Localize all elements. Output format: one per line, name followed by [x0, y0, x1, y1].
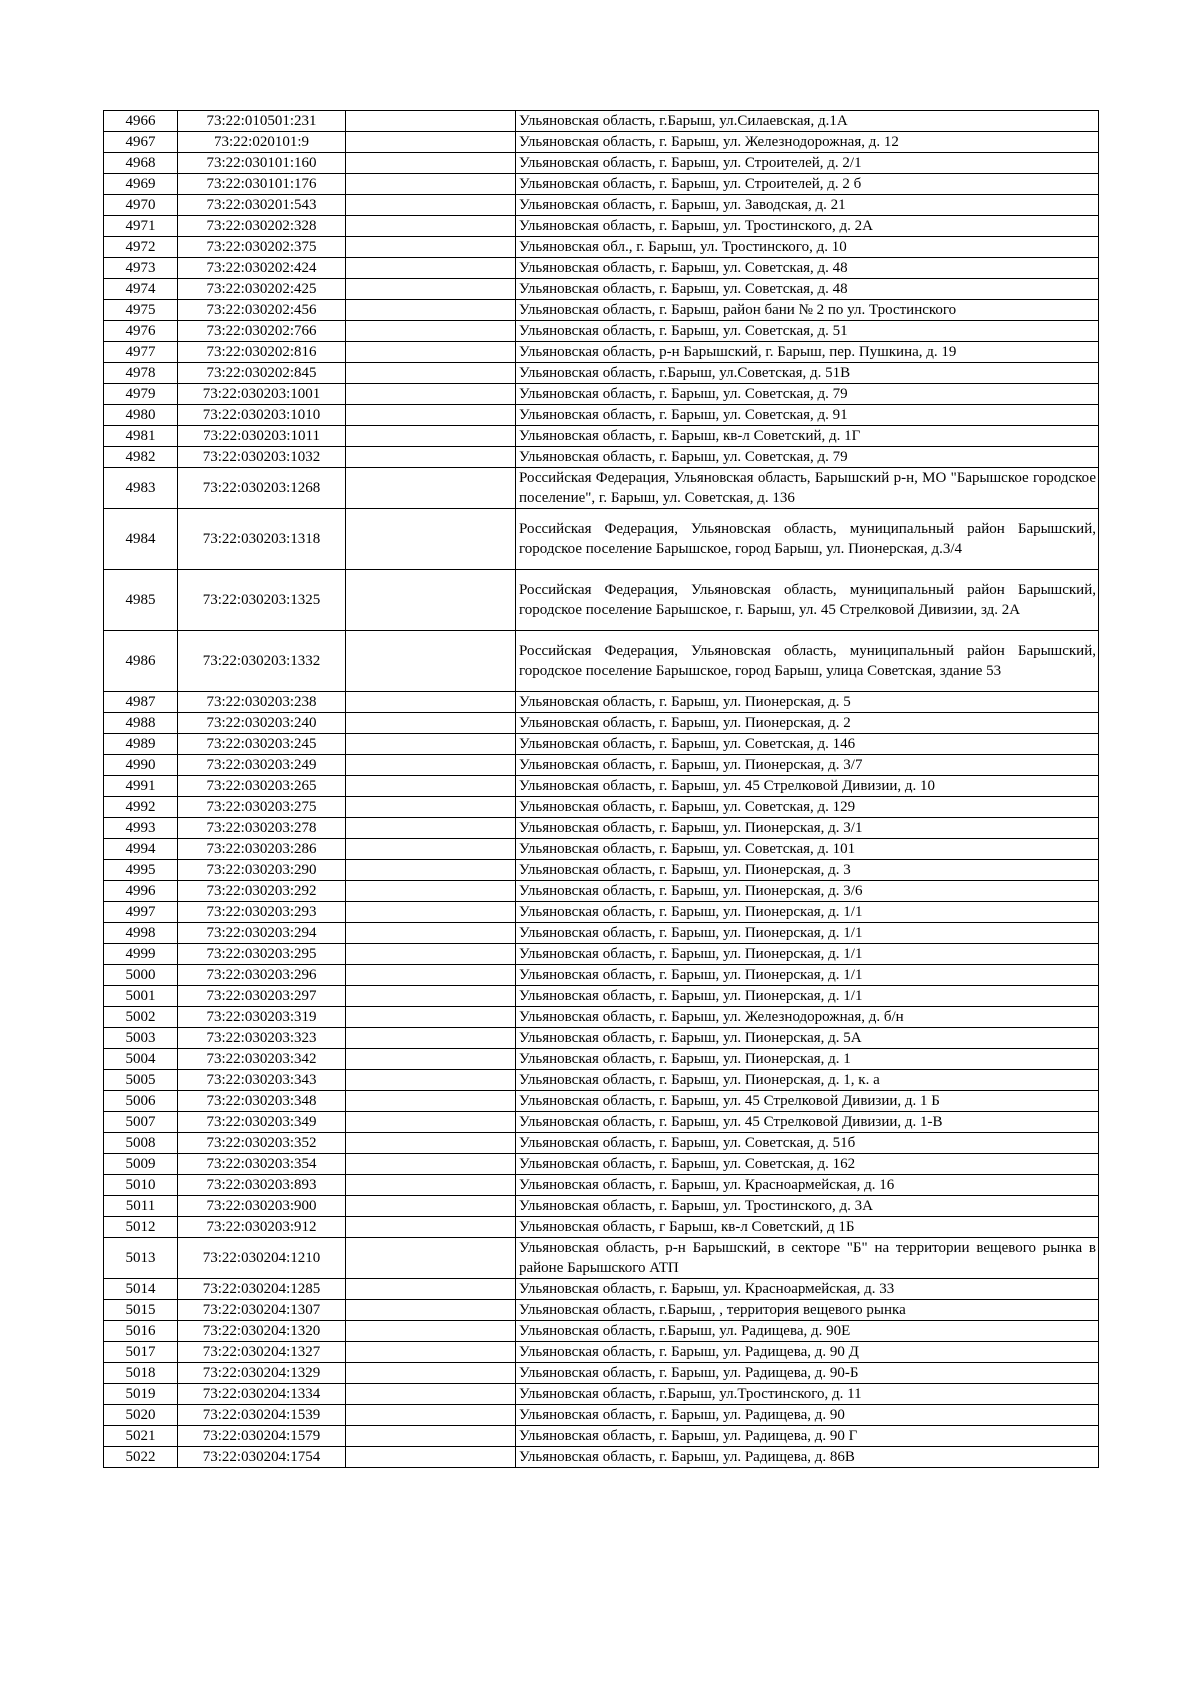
address: Ульяновская область, г. Барыш, ул. Радищева, д. 90 Д: [516, 1342, 1099, 1363]
cadastral-number: 73:22:030203:296: [178, 965, 346, 986]
table-row: [104, 631, 1099, 692]
row-number: 4972: [104, 237, 178, 258]
empty-cell: [346, 1133, 516, 1154]
address: Ульяновская область, г. Барыш, ул. Пионерская, д. 1/1: [516, 986, 1099, 1007]
table-row: [104, 570, 1099, 631]
table-row: [104, 1196, 1099, 1217]
table-row: [104, 216, 1099, 237]
row-number: 4968: [104, 153, 178, 174]
row-number: 5019: [104, 1384, 178, 1405]
empty-cell: [346, 1405, 516, 1426]
table-row: [104, 321, 1099, 342]
table-row: [104, 1091, 1099, 1112]
table-row: [104, 860, 1099, 881]
address: Российская Федерация, Ульяновская область, муниципальный район Барышский, городское поселение Барышское, город Барыш, ул. Пионерская, д.3/4: [516, 509, 1099, 570]
cadastral-number: 73:22:030203:286: [178, 839, 346, 860]
address: Ульяновская область, г. Барыш, ул. Советская, д. 79: [516, 384, 1099, 405]
empty-cell: [346, 1175, 516, 1196]
table-row: [104, 468, 1099, 509]
cadastral-number: 73:22:030203:278: [178, 818, 346, 839]
address: Российская Федерация, Ульяновская область, муниципальный район Барышский, городское поселение Барышское, г. Барыш, ул. 45 Стрелковой Дивизии, зд. 2А: [516, 570, 1099, 631]
empty-cell: [346, 174, 516, 195]
row-number: 5009: [104, 1154, 178, 1175]
address: Ульяновская область, г. Барыш, ул. 45 Стрелковой Дивизии, д. 1-В: [516, 1112, 1099, 1133]
address: Ульяновская область, г. Барыш, ул. Пионерская, д. 3/1: [516, 818, 1099, 839]
cadastral-number: 73:22:030203:893: [178, 1175, 346, 1196]
address: Ульяновская область, г. Барыш, ул. Советская, д. 101: [516, 839, 1099, 860]
table-row: [104, 1112, 1099, 1133]
row-number: 5000: [104, 965, 178, 986]
row-number: 4977: [104, 342, 178, 363]
cadastral-number: 73:22:030201:543: [178, 195, 346, 216]
row-number: 4983: [104, 468, 178, 509]
row-number: 4966: [104, 111, 178, 132]
row-number: 5014: [104, 1279, 178, 1300]
table-row: [104, 902, 1099, 923]
table-row: [104, 1007, 1099, 1028]
address: Ульяновская область, г. Барыш, ул. Красноармейская, д. 33: [516, 1279, 1099, 1300]
cadastral-number: 73:22:030203:238: [178, 692, 346, 713]
table-row: [104, 965, 1099, 986]
address: Ульяновская область, г. Барыш, район бани № 2 по ул. Тростинского: [516, 300, 1099, 321]
row-number: 4975: [104, 300, 178, 321]
empty-cell: [346, 216, 516, 237]
table-row: [104, 734, 1099, 755]
row-number: 4969: [104, 174, 178, 195]
cadastral-number: 73:22:030203:1325: [178, 570, 346, 631]
table-row: [104, 692, 1099, 713]
cadastral-number: 73:22:030204:1579: [178, 1426, 346, 1447]
empty-cell: [346, 1112, 516, 1133]
row-number: 4985: [104, 570, 178, 631]
address: Российская Федерация, Ульяновская область, Барышский р-н, МО "Барышское городское поселение", г. Барыш, ул. Советская, д. 136: [516, 468, 1099, 509]
address: Ульяновская область, г. Барыш, ул. Советская, д. 91: [516, 405, 1099, 426]
table-body: [104, 111, 1099, 1468]
table-row: [104, 1028, 1099, 1049]
empty-cell: [346, 965, 516, 986]
cadastral-number: 73:22:030203:343: [178, 1070, 346, 1091]
address: Ульяновская область, г.Барыш, ул.Тростинского, д. 11: [516, 1384, 1099, 1405]
cadastral-number: 73:22:030204:1210: [178, 1238, 346, 1279]
address: Ульяновская область, г. Барыш, ул. Заводская, д. 21: [516, 195, 1099, 216]
cadastral-number: 73:22:030202:425: [178, 279, 346, 300]
address: Ульяновская область, г. Барыш, ул. Советская, д. 162: [516, 1154, 1099, 1175]
cadastral-number: 73:22:030203:1001: [178, 384, 346, 405]
address: Ульяновская область, г Барыш, кв-л Советский, д 1Б: [516, 1217, 1099, 1238]
table-row: [104, 279, 1099, 300]
table-row: [104, 944, 1099, 965]
cadastral-number: 73:22:030203:265: [178, 776, 346, 797]
cadastral-number: 73:22:030204:1307: [178, 1300, 346, 1321]
cadastral-number: 73:22:030203:290: [178, 860, 346, 881]
cadastral-number: 73:22:030202:375: [178, 237, 346, 258]
empty-cell: [346, 300, 516, 321]
row-number: 4982: [104, 447, 178, 468]
table-row: [104, 258, 1099, 279]
cadastral-number: 73:22:030202:328: [178, 216, 346, 237]
empty-cell: [346, 111, 516, 132]
row-number: 5005: [104, 1070, 178, 1091]
address: Ульяновская область, г. Барыш, ул. Пионерская, д. 5: [516, 692, 1099, 713]
table-row: [104, 713, 1099, 734]
row-number: 4989: [104, 734, 178, 755]
cadastral-number: 73:22:030203:354: [178, 1154, 346, 1175]
cadastral-number: 73:22:030203:900: [178, 1196, 346, 1217]
table-row: [104, 1049, 1099, 1070]
cadastral-number: 73:22:030203:293: [178, 902, 346, 923]
table-row: [104, 1175, 1099, 1196]
address: Ульяновская область, г. Барыш, ул. Советская, д. 146: [516, 734, 1099, 755]
table-row: [104, 1300, 1099, 1321]
cadastral-number: 73:22:030202:456: [178, 300, 346, 321]
table-row: [104, 426, 1099, 447]
row-number: 5017: [104, 1342, 178, 1363]
row-number: 5012: [104, 1217, 178, 1238]
row-number: 5003: [104, 1028, 178, 1049]
address: Российская Федерация, Ульяновская область, муниципальный район Барышский, городское поселение Барышское, город Барыш, улица Советская, здание 53: [516, 631, 1099, 692]
row-number: 5002: [104, 1007, 178, 1028]
row-number: 5021: [104, 1426, 178, 1447]
empty-cell: [346, 1028, 516, 1049]
row-number: 4996: [104, 881, 178, 902]
address: Ульяновская область, г. Барыш, ул. Пионерская, д. 3/6: [516, 881, 1099, 902]
cadastral-number: 73:22:030203:1332: [178, 631, 346, 692]
row-number: 4997: [104, 902, 178, 923]
empty-cell: [346, 1363, 516, 1384]
empty-cell: [346, 384, 516, 405]
address: Ульяновская область, р-н Барышский, г. Барыш, пер. Пушкина, д. 19: [516, 342, 1099, 363]
row-number: 5006: [104, 1091, 178, 1112]
address: Ульяновская область, г. Барыш, ул. Железнодорожная, д. б/н: [516, 1007, 1099, 1028]
empty-cell: [346, 426, 516, 447]
cadastral-number: 73:22:030203:292: [178, 881, 346, 902]
address: Ульяновская область, г. Барыш, ул. Радищева, д. 90 Г: [516, 1426, 1099, 1447]
address: Ульяновская область, г. Барыш, ул. Строителей, д. 2 б: [516, 174, 1099, 195]
row-number: 4999: [104, 944, 178, 965]
table-row: [104, 153, 1099, 174]
address: Ульяновская область, г. Барыш, ул. Пионерская, д. 1/1: [516, 902, 1099, 923]
address: Ульяновская область, г. Барыш, ул. Советская, д. 48: [516, 279, 1099, 300]
table-row: [104, 509, 1099, 570]
address: Ульяновская область, г. Барыш, ул. Радищева, д. 90: [516, 1405, 1099, 1426]
cadastral-number: 73:22:030204:1285: [178, 1279, 346, 1300]
table-row: [104, 1238, 1099, 1279]
empty-cell: [346, 1154, 516, 1175]
row-number: 5013: [104, 1238, 178, 1279]
table-row: [104, 923, 1099, 944]
address: Ульяновская область, г. Барыш, кв-л Советский, д. 1Г: [516, 426, 1099, 447]
row-number: 4971: [104, 216, 178, 237]
empty-cell: [346, 1384, 516, 1405]
row-number: 4984: [104, 509, 178, 570]
address: Ульяновская область, г. Барыш, ул. Железнодорожная, д. 12: [516, 132, 1099, 153]
empty-cell: [346, 1342, 516, 1363]
table-row: [104, 384, 1099, 405]
cadastral-number: 73:22:030204:1539: [178, 1405, 346, 1426]
empty-cell: [346, 1300, 516, 1321]
table-row: [104, 342, 1099, 363]
cadastral-number: 73:22:020101:9: [178, 132, 346, 153]
cadastral-number: 73:22:030203:1268: [178, 468, 346, 509]
cadastral-number: 73:22:030203:295: [178, 944, 346, 965]
cadastral-number: 73:22:030202:766: [178, 321, 346, 342]
row-number: 5007: [104, 1112, 178, 1133]
table-row: [104, 1447, 1099, 1468]
table-row: [104, 1070, 1099, 1091]
cadastral-number: 73:22:030203:1011: [178, 426, 346, 447]
row-number: 5018: [104, 1363, 178, 1384]
row-number: 4978: [104, 363, 178, 384]
empty-cell: [346, 132, 516, 153]
row-number: 5022: [104, 1447, 178, 1468]
address: Ульяновская область, г. Барыш, ул. Пионерская, д. 1, к. а: [516, 1070, 1099, 1091]
cadastral-number: 73:22:030101:160: [178, 153, 346, 174]
cadastral-number: 73:22:030203:249: [178, 755, 346, 776]
address: Ульяновская область, г. Барыш, ул. 45 Стрелковой Дивизии, д. 1 Б: [516, 1091, 1099, 1112]
address: Ульяновская область, р-н Барышский, в секторе "Б" на территории вещевого рынка в районе Барышского АТП: [516, 1238, 1099, 1279]
table-row: [104, 1217, 1099, 1238]
row-number: 5004: [104, 1049, 178, 1070]
empty-cell: [346, 944, 516, 965]
address: Ульяновская область, г. Барыш, ул. Советская, д. 129: [516, 797, 1099, 818]
cadastral-number: 73:22:030203:240: [178, 713, 346, 734]
row-number: 5016: [104, 1321, 178, 1342]
cadastral-number: 73:22:030202:816: [178, 342, 346, 363]
cadastral-number: 73:22:030203:297: [178, 986, 346, 1007]
empty-cell: [346, 818, 516, 839]
row-number: 4976: [104, 321, 178, 342]
row-number: 5008: [104, 1133, 178, 1154]
cadastral-number: 73:22:030204:1329: [178, 1363, 346, 1384]
empty-cell: [346, 237, 516, 258]
address: Ульяновская область, г. Барыш, ул. Строителей, д. 2/1: [516, 153, 1099, 174]
empty-cell: [346, 923, 516, 944]
table-row: [104, 797, 1099, 818]
row-number: 4988: [104, 713, 178, 734]
address: Ульяновская область, г. Барыш, ул. Тростинского, д. 2А: [516, 216, 1099, 237]
cadastral-number: 73:22:030101:176: [178, 174, 346, 195]
address: Ульяновская область, г. Барыш, ул. Пионерская, д. 1/1: [516, 965, 1099, 986]
cadastral-number: 73:22:030203:349: [178, 1112, 346, 1133]
address: Ульяновская область, г. Барыш, ул. Пионерская, д. 3: [516, 860, 1099, 881]
empty-cell: [346, 1321, 516, 1342]
empty-cell: [346, 734, 516, 755]
address: Ульяновская область, г. Барыш, ул. Советская, д. 51: [516, 321, 1099, 342]
empty-cell: [346, 776, 516, 797]
empty-cell: [346, 1049, 516, 1070]
address: Ульяновская область, г. Барыш, ул. Пионерская, д. 3/7: [516, 755, 1099, 776]
table-row: [104, 174, 1099, 195]
cadastral-number: 73:22:030202:845: [178, 363, 346, 384]
empty-cell: [346, 839, 516, 860]
address: Ульяновская область, г.Барыш, , территория вещевого рынка: [516, 1300, 1099, 1321]
cadastral-number: 73:22:030203:1318: [178, 509, 346, 570]
property-table: [103, 110, 1099, 1468]
address: Ульяновская область, г.Барыш, ул. Радищева, д. 90Е: [516, 1321, 1099, 1342]
row-number: 5015: [104, 1300, 178, 1321]
table-row: [104, 1405, 1099, 1426]
cadastral-number: 73:22:030203:1032: [178, 447, 346, 468]
empty-cell: [346, 1007, 516, 1028]
cadastral-number: 73:22:010501:231: [178, 111, 346, 132]
empty-cell: [346, 1279, 516, 1300]
empty-cell: [346, 713, 516, 734]
empty-cell: [346, 447, 516, 468]
row-number: 5001: [104, 986, 178, 1007]
cadastral-number: 73:22:030204:1754: [178, 1447, 346, 1468]
address: Ульяновская область, г. Барыш, ул. Пионерская, д. 1/1: [516, 944, 1099, 965]
empty-cell: [346, 468, 516, 509]
table-row: [104, 363, 1099, 384]
empty-cell: [346, 570, 516, 631]
table-row: [104, 1426, 1099, 1447]
row-number: 4987: [104, 692, 178, 713]
cadastral-number: 73:22:030203:294: [178, 923, 346, 944]
cadastral-number: 73:22:030203:912: [178, 1217, 346, 1238]
table-row: [104, 111, 1099, 132]
row-number: 4993: [104, 818, 178, 839]
row-number: 4986: [104, 631, 178, 692]
empty-cell: [346, 986, 516, 1007]
address: Ульяновская область, г. Барыш, ул. Тростинского, д. 3А: [516, 1196, 1099, 1217]
cadastral-number: 73:22:030202:424: [178, 258, 346, 279]
row-number: 4974: [104, 279, 178, 300]
address: Ульяновская область, г. Барыш, ул. Радищева, д. 86В: [516, 1447, 1099, 1468]
cadastral-number: 73:22:030203:352: [178, 1133, 346, 1154]
address: Ульяновская область, г. Барыш, ул. Пионерская, д. 1: [516, 1049, 1099, 1070]
row-number: 4979: [104, 384, 178, 405]
address: Ульяновская область, г. Барыш, ул. Советская, д. 79: [516, 447, 1099, 468]
cadastral-number: 73:22:030203:348: [178, 1091, 346, 1112]
row-number: 4995: [104, 860, 178, 881]
table-row: [104, 1279, 1099, 1300]
table-row: [104, 1133, 1099, 1154]
table-row: [104, 776, 1099, 797]
empty-cell: [346, 902, 516, 923]
row-number: 4994: [104, 839, 178, 860]
empty-cell: [346, 797, 516, 818]
row-number: 5011: [104, 1196, 178, 1217]
row-number: 4970: [104, 195, 178, 216]
table-row: [104, 1154, 1099, 1175]
row-number: 5010: [104, 1175, 178, 1196]
cadastral-number: 73:22:030203:342: [178, 1049, 346, 1070]
address: Ульяновская область, г. Барыш, ул. Радищева, д. 90-Б: [516, 1363, 1099, 1384]
table-row: [104, 1342, 1099, 1363]
empty-cell: [346, 342, 516, 363]
empty-cell: [346, 1447, 516, 1468]
address: Ульяновская область, г. Барыш, ул. Красноармейская, д. 16: [516, 1175, 1099, 1196]
empty-cell: [346, 755, 516, 776]
empty-cell: [346, 195, 516, 216]
table-row: [104, 405, 1099, 426]
table-row: [104, 195, 1099, 216]
row-number: 4973: [104, 258, 178, 279]
row-number: 4992: [104, 797, 178, 818]
table-row: [104, 1363, 1099, 1384]
address: Ульяновская обл., г. Барыш, ул. Тростинского, д. 10: [516, 237, 1099, 258]
empty-cell: [346, 258, 516, 279]
table-row: [104, 132, 1099, 153]
table-row: [104, 839, 1099, 860]
cadastral-number: 73:22:030203:1010: [178, 405, 346, 426]
table-row: [104, 881, 1099, 902]
address: Ульяновская область, г. Барыш, ул. Советская, д. 51б: [516, 1133, 1099, 1154]
cadastral-number: 73:22:030203:323: [178, 1028, 346, 1049]
row-number: 4991: [104, 776, 178, 797]
empty-cell: [346, 509, 516, 570]
table-row: [104, 300, 1099, 321]
cadastral-number: 73:22:030204:1327: [178, 1342, 346, 1363]
empty-cell: [346, 1217, 516, 1238]
cadastral-number: 73:22:030204:1334: [178, 1384, 346, 1405]
empty-cell: [346, 405, 516, 426]
row-number: 4998: [104, 923, 178, 944]
cadastral-number: 73:22:030203:245: [178, 734, 346, 755]
empty-cell: [346, 321, 516, 342]
address: Ульяновская область, г. Барыш, ул. Пионерская, д. 2: [516, 713, 1099, 734]
row-number: 4981: [104, 426, 178, 447]
table-row: [104, 237, 1099, 258]
empty-cell: [346, 1238, 516, 1279]
empty-cell: [346, 692, 516, 713]
table-row: [104, 447, 1099, 468]
address: Ульяновская область, г. Барыш, ул. Пионерская, д. 5А: [516, 1028, 1099, 1049]
table-row: [104, 818, 1099, 839]
cadastral-number: 73:22:030204:1320: [178, 1321, 346, 1342]
address: Ульяновская область, г. Барыш, ул. Пионерская, д. 1/1: [516, 923, 1099, 944]
row-number: 4990: [104, 755, 178, 776]
address: Ульяновская область, г. Барыш, ул. 45 Стрелковой Дивизии, д. 10: [516, 776, 1099, 797]
table-row: [104, 1384, 1099, 1405]
row-number: 4967: [104, 132, 178, 153]
table-row: [104, 755, 1099, 776]
empty-cell: [346, 1426, 516, 1447]
cadastral-number: 73:22:030203:319: [178, 1007, 346, 1028]
empty-cell: [346, 363, 516, 384]
empty-cell: [346, 860, 516, 881]
row-number: 4980: [104, 405, 178, 426]
empty-cell: [346, 631, 516, 692]
empty-cell: [346, 1196, 516, 1217]
empty-cell: [346, 1070, 516, 1091]
table-row: [104, 1321, 1099, 1342]
empty-cell: [346, 881, 516, 902]
empty-cell: [346, 279, 516, 300]
address: Ульяновская область, г.Барыш, ул.Силаевская, д.1А: [516, 111, 1099, 132]
cadastral-number: 73:22:030203:275: [178, 797, 346, 818]
address: Ульяновская область, г.Барыш, ул.Советская, д. 51В: [516, 363, 1099, 384]
table-row: [104, 986, 1099, 1007]
address: Ульяновская область, г. Барыш, ул. Советская, д. 48: [516, 258, 1099, 279]
empty-cell: [346, 153, 516, 174]
row-number: 5020: [104, 1405, 178, 1426]
empty-cell: [346, 1091, 516, 1112]
